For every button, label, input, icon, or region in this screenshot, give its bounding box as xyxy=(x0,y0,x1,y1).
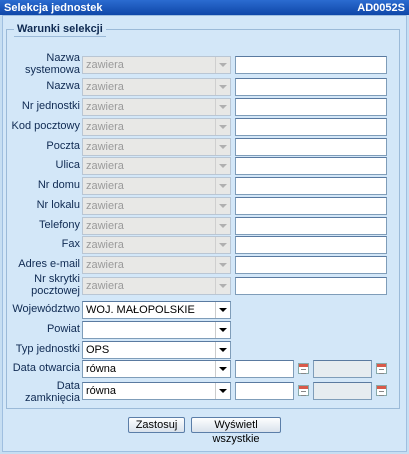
data-zamkniecia-from-input[interactable] xyxy=(235,382,294,400)
window-title: Selekcja jednostek xyxy=(4,1,103,14)
chevron-down-icon[interactable] xyxy=(215,79,230,95)
label-data-zamkniecia xyxy=(3,380,80,404)
filter-operator-select[interactable] xyxy=(82,177,231,195)
filter-operator-value: zawiera xyxy=(86,200,124,212)
chevron-down-icon[interactable] xyxy=(215,139,230,155)
filter-label-line1: Nazwa xyxy=(46,80,80,92)
wojewodztwo-value: WOJ. MAŁOPOLSKIE xyxy=(86,304,195,316)
chevron-down-icon[interactable] xyxy=(215,237,230,253)
filter-label xyxy=(3,273,80,297)
chevron-down-icon[interactable] xyxy=(215,119,230,135)
chevron-down-icon[interactable] xyxy=(215,257,230,273)
filter-label xyxy=(3,80,80,92)
filter-label-line1: Nr domu xyxy=(37,179,80,191)
filter-label-line1: Nr skrytki xyxy=(34,273,80,285)
filter-value-input[interactable] xyxy=(235,118,387,136)
chevron-down-icon[interactable] xyxy=(215,342,230,358)
label-data-otwarcia: Data otwarcia xyxy=(12,362,80,374)
apply-button[interactable]: Zastosuj xyxy=(128,417,185,433)
chevron-down-icon[interactable] xyxy=(215,322,230,338)
filter-operator-select[interactable] xyxy=(82,157,231,175)
filter-operator-value: zawiera xyxy=(86,59,124,71)
filter-label xyxy=(3,238,80,250)
chevron-down-icon[interactable] xyxy=(215,383,230,399)
calendar-icon[interactable] xyxy=(298,363,309,374)
window-titlebar xyxy=(0,0,409,15)
filter-value-input[interactable] xyxy=(235,197,387,215)
filter-operator-value: zawiera xyxy=(86,180,124,192)
filter-label xyxy=(3,120,80,132)
powiat-select[interactable] xyxy=(82,321,231,339)
filter-label xyxy=(3,199,80,211)
filter-value-input[interactable] xyxy=(235,98,387,116)
label-data-zamkniecia-line2: zamknięcia xyxy=(24,392,80,404)
filter-value-input[interactable] xyxy=(235,157,387,175)
filter-label xyxy=(3,140,80,152)
filter-operator-value: zawiera xyxy=(86,121,124,133)
filter-label-line1: Kod pocztowy xyxy=(11,120,80,132)
filter-label-line2: pocztowej xyxy=(31,285,80,297)
filter-label xyxy=(3,219,80,231)
filter-label-line1: Telefony xyxy=(39,219,80,231)
chevron-down-icon[interactable] xyxy=(215,218,230,234)
filter-operator-value: zawiera xyxy=(86,141,124,153)
chevron-down-icon[interactable] xyxy=(215,361,230,377)
filter-operator-value: zawiera xyxy=(86,101,124,113)
data-zamkniecia-to-input[interactable] xyxy=(313,382,372,400)
typ-jednostki-select[interactable] xyxy=(82,341,231,359)
filter-operator-select[interactable] xyxy=(82,197,231,215)
data-otwarcia-to-input[interactable] xyxy=(313,360,372,378)
filter-operator-select[interactable] xyxy=(82,78,231,96)
filter-value-input[interactable] xyxy=(235,78,387,96)
filter-value-input[interactable] xyxy=(235,177,387,195)
filter-operator-value: zawiera xyxy=(86,81,124,93)
show-all-button[interactable]: Wyświetl wszystkie xyxy=(191,417,281,433)
filter-value-input[interactable] xyxy=(235,56,387,74)
filter-operator-select[interactable] xyxy=(82,217,231,235)
filter-label-line1: Nr jednostki xyxy=(21,100,80,112)
filter-label-line1: Ulica xyxy=(55,159,80,171)
section-legend: Warunki selekcji xyxy=(14,23,106,37)
chevron-down-icon[interactable] xyxy=(215,302,230,318)
typ-jednostki-value: OPS xyxy=(86,344,110,356)
filter-operator-select[interactable] xyxy=(82,236,231,254)
chevron-down-icon[interactable] xyxy=(215,278,230,294)
filter-label xyxy=(3,258,80,270)
label-wojewodztwo: Województwo xyxy=(12,303,80,315)
filter-operator-select[interactable] xyxy=(82,98,231,116)
filter-label-line1: Nazwa xyxy=(46,52,80,64)
data-otwarcia-operator-select[interactable] xyxy=(82,360,231,378)
filter-label-line2: systemowa xyxy=(24,64,80,76)
filter-value-input[interactable] xyxy=(235,256,387,274)
filter-operator-select[interactable] xyxy=(82,277,231,295)
chevron-down-icon[interactable] xyxy=(215,99,230,115)
filter-operator-value: zawiera xyxy=(86,280,124,292)
filter-operator-select[interactable] xyxy=(82,56,231,74)
filter-operator-select[interactable] xyxy=(82,256,231,274)
data-zamkniecia-operator-value: równa xyxy=(86,385,116,397)
filter-label-line1: Fax xyxy=(61,238,80,250)
filter-value-input[interactable] xyxy=(235,138,387,156)
filter-operator-value: zawiera xyxy=(86,239,124,251)
filter-label-line1: Nr lokalu xyxy=(36,199,80,211)
calendar-icon[interactable] xyxy=(298,385,309,396)
chevron-down-icon[interactable] xyxy=(215,178,230,194)
filter-operator-value: zawiera xyxy=(86,259,124,271)
filter-label-line1: Poczta xyxy=(46,140,80,152)
filter-label-line1: Adres e-mail xyxy=(18,258,80,270)
data-otwarcia-from-input[interactable] xyxy=(235,360,294,378)
calendar-icon[interactable] xyxy=(376,385,387,396)
wojewodztwo-select[interactable] xyxy=(82,301,231,319)
calendar-icon[interactable] xyxy=(376,363,387,374)
filter-label xyxy=(3,159,80,171)
filter-value-input[interactable] xyxy=(235,236,387,254)
label-powiat: Powiat xyxy=(46,323,80,335)
chevron-down-icon[interactable] xyxy=(215,57,230,73)
filter-operator-value: zawiera xyxy=(86,160,124,172)
label-typ-jednostki: Typ jednostki xyxy=(15,343,80,355)
filter-operator-select[interactable] xyxy=(82,118,231,136)
window-code: AD0052S xyxy=(357,1,405,14)
data-otwarcia-operator-value: równa xyxy=(86,363,116,375)
filter-label xyxy=(3,179,80,191)
filter-label xyxy=(3,100,80,112)
label-data-zamkniecia-line1: Data xyxy=(56,380,80,392)
data-zamkniecia-operator-select[interactable] xyxy=(82,382,231,400)
filter-operator-value: zawiera xyxy=(86,220,124,232)
filter-value-input[interactable] xyxy=(235,217,387,235)
chevron-down-icon[interactable] xyxy=(215,198,230,214)
filter-value-input[interactable] xyxy=(235,277,387,295)
filter-operator-select[interactable] xyxy=(82,138,231,156)
filter-label xyxy=(3,52,80,76)
chevron-down-icon[interactable] xyxy=(215,158,230,174)
